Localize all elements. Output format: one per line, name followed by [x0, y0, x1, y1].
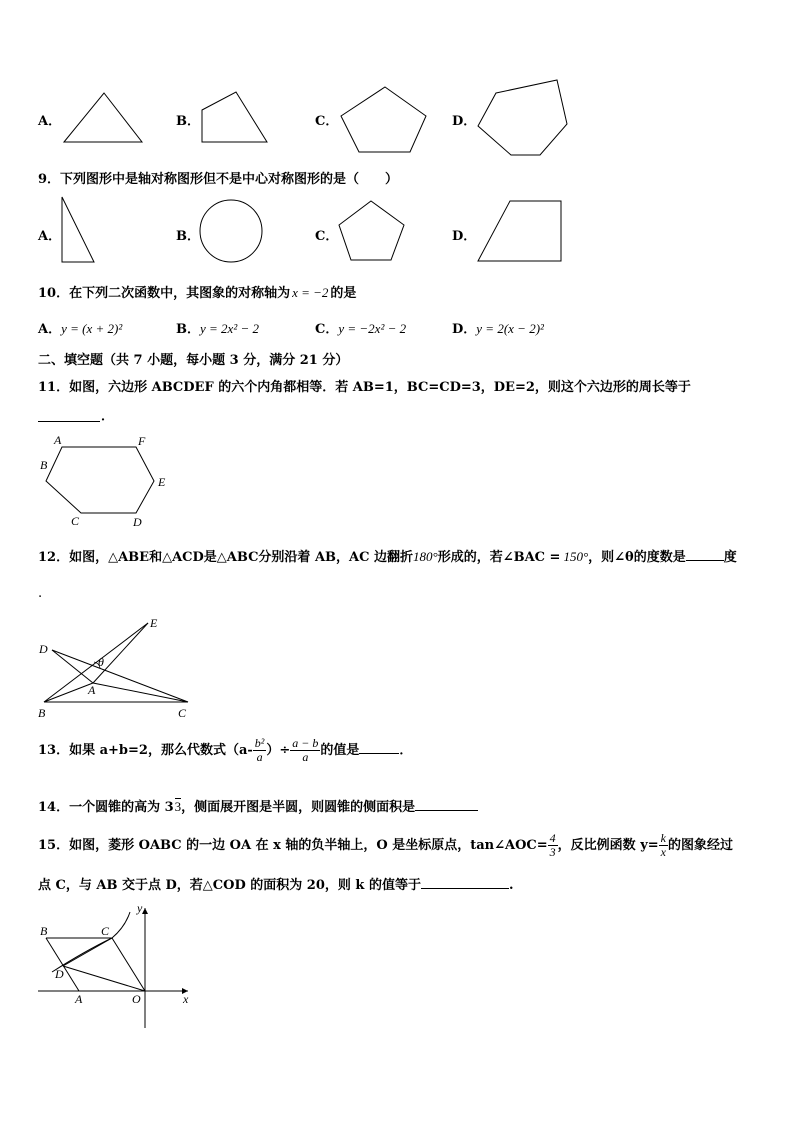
- q12-label-b: B: [38, 706, 46, 720]
- q9-option-d-label: D．: [452, 229, 477, 244]
- q11-label-d: D: [133, 515, 142, 529]
- q8-option-d-label: D．: [452, 114, 477, 129]
- q12-end-mark: .: [38, 586, 43, 601]
- q9-option-a-label: A．: [38, 229, 62, 244]
- q13-fraction-1: $\frac{\text{b²}}{a}$: [254, 736, 265, 764]
- q12-label-d: D: [39, 642, 48, 656]
- q11-label-b: B: [40, 458, 48, 472]
- q10-stem: 10．在下列二次函数中，其图象的对称轴为 x = −2 的是: [38, 285, 357, 301]
- q15-label-y: y: [137, 901, 143, 915]
- q8-option-a-label: A．: [38, 114, 62, 129]
- q15-label-c: C: [101, 924, 110, 938]
- q15-label-a: A: [75, 992, 83, 1006]
- q13-stem: 13．如果 a+b=2，那么代数式（a- $\frac{\text{b²}}{a}$ ）÷ $\frac{a - b}{a}$ 的值是 ．: [38, 736, 413, 764]
- q11-label-c: C: [71, 514, 80, 528]
- q12-label-e: E: [150, 616, 158, 630]
- q15-stem-line1: 15．如图，菱形 OABC 的一边 OA 在 x 轴的负半轴上，O 是坐标原点，tan∠AOC= $\frac{4}{3}$ ，反比例函数 y= $\frac{k}{x}$ 的图象经过: [38, 831, 733, 859]
- q11-label-e: E: [158, 475, 166, 489]
- q10-option-c: C．y = −2x² − 2: [315, 321, 407, 337]
- q13-fraction-2: $\frac{a - b}{a}$: [292, 736, 319, 764]
- q15-fraction-tan: $\frac{4}{3}$: [549, 831, 556, 859]
- q8-option-b-label: B．: [176, 114, 200, 129]
- q12-stem: 12．如图，△ABE和△ACD是△ABC分别沿着 AB，AC 边翻折180°形成的，若∠BAC = 150°，则∠θ的度数是 度: [38, 549, 737, 565]
- q12-label-theta: θ: [98, 655, 104, 669]
- q14-stem: 14．一个圆锥的高为 33，侧面展开图是半圆，则圆锥的侧面积是: [38, 796, 478, 815]
- q14-sqrt: 3: [174, 799, 182, 814]
- q8-option-c-label: C．: [315, 114, 339, 129]
- section-heading: 二、填空题（共 7 小题，每小题 3 分，满分 21 分）: [38, 353, 349, 368]
- q15-label-b: B: [40, 924, 48, 938]
- q11-label-f: F: [138, 434, 146, 448]
- q10-option-d: D．y = 2(x − 2)²: [452, 321, 544, 337]
- q9-option-c-label: C．: [315, 229, 339, 244]
- q10-option-b: B．y = 2x² − 2: [176, 321, 259, 337]
- q12-label-a: A: [88, 683, 96, 697]
- q12-label-c: C: [178, 706, 187, 720]
- q15-fraction-kx: $\frac{k}{x}$: [660, 831, 666, 859]
- q11-end-mark: ．: [101, 409, 115, 424]
- q11-stem: 11．如图，六边形 ABCDEF 的六个内角都相等．若 AB=1，BC=CD=3，DE=2，则这个六边形的周长等于: [38, 380, 691, 395]
- q11-label-a: A: [54, 433, 62, 447]
- q9-option-b-label: B．: [176, 229, 200, 244]
- q15-label-x: x: [183, 992, 189, 1006]
- q9-stem: 9．下列图形中是轴对称图形但不是中心对称图形的是（ ）: [38, 172, 399, 187]
- q10-option-a: A．y = (x + 2)²: [38, 321, 123, 337]
- q15-stem-line2: 点 C，与 AB 交于点 D，若△COD 的面积为 20，则 k 的值等于 .: [38, 878, 514, 893]
- q15-label-o: O: [132, 992, 141, 1006]
- q15-label-d: D: [55, 967, 64, 981]
